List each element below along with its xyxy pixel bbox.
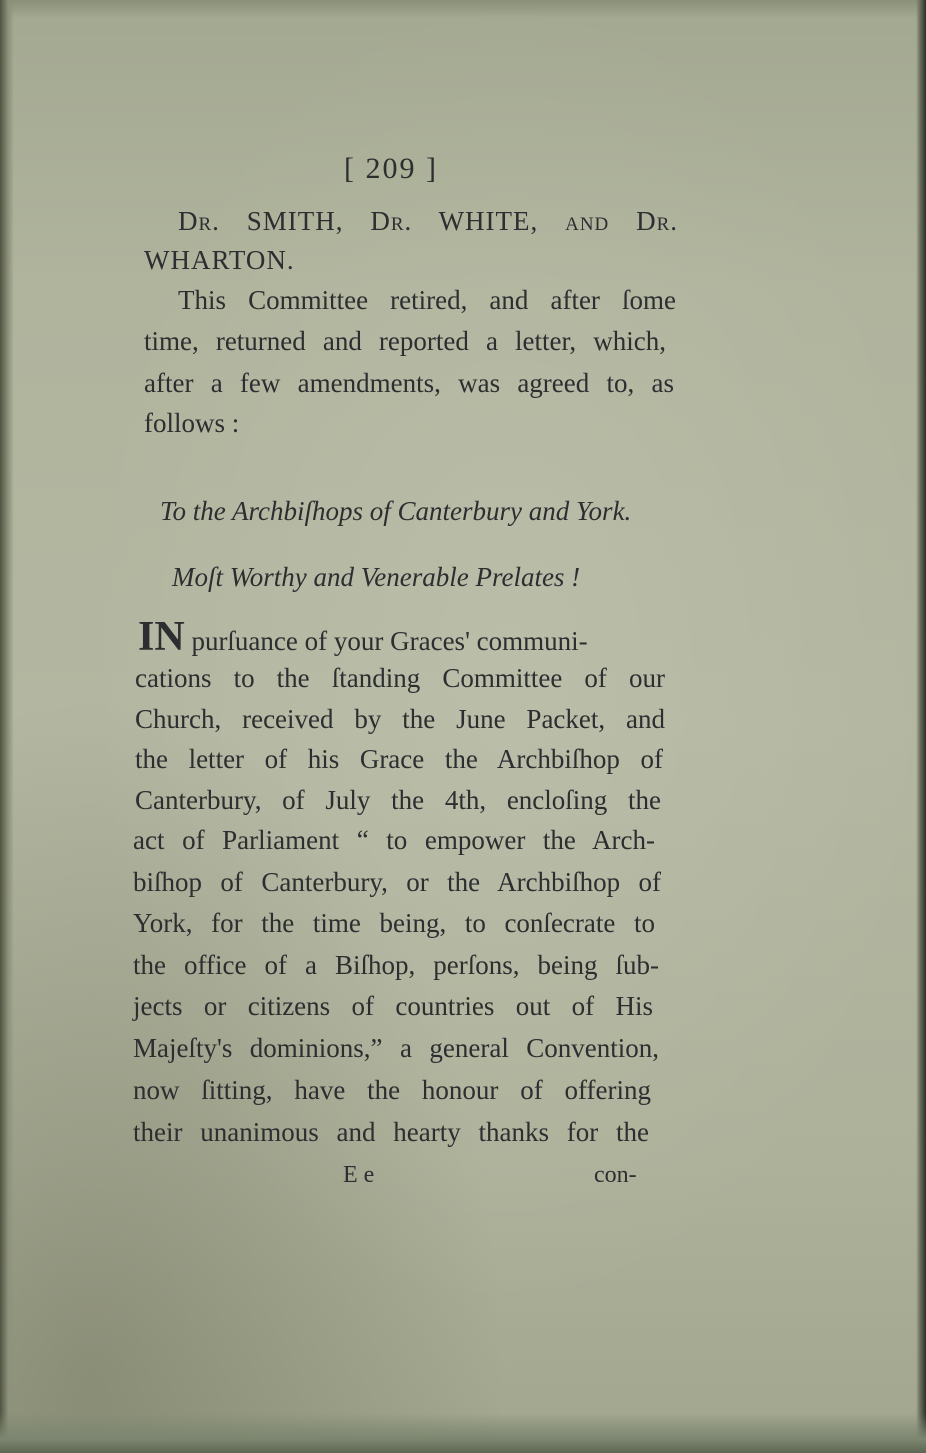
- page-edge-top: [0, 0, 926, 18]
- letter-salutation: Moſt Worthy and Venerable Prelates !: [172, 562, 581, 592]
- body-line-13: their unanimous and hearty thanks for the: [133, 1117, 649, 1147]
- page-edge-left: [0, 0, 14, 1453]
- page-number-header: [ 209 ]: [344, 152, 438, 185]
- body-line-1-text: purſuance of your Graces' communi-: [191, 626, 588, 656]
- body-line-8: York, for the time being, to conſecrate to: [133, 908, 655, 938]
- catchword: con-: [594, 1162, 637, 1188]
- names-line-1: Dr. SMITH, Dr. WHITE, and Dr.: [178, 206, 678, 236]
- drop-cap: IN: [138, 614, 185, 660]
- body-line-12: now ſitting, have the honour of offering: [133, 1075, 651, 1105]
- paragraph-1-line-3: after a few amendments, was agreed to, as: [144, 368, 674, 398]
- letter-address: To the Archbiſhops of Canterbury and York.: [160, 496, 632, 526]
- page-edge-right: [916, 0, 926, 1453]
- body-line-1: [138, 614, 666, 660]
- body-line-5: Canterbury, of July the 4th, encloſing the: [135, 785, 661, 815]
- body-line-3: Church, received by the June Packet, and: [135, 704, 665, 734]
- paragraph-1-line-1: This Committee retired, and after ſome: [178, 285, 676, 315]
- body-line-11: Majeſty's dominions,” a general Convention,: [133, 1033, 659, 1063]
- body-line-10: jects or citizens of countries out of His: [133, 991, 653, 1021]
- body-line-6: act of Parliament “ to empower the Arch-: [133, 825, 655, 855]
- paragraph-1-line-4: follows :: [144, 408, 240, 438]
- signature-mark: E e: [343, 1162, 375, 1188]
- body-line-9: the office of a Biſhop, perſons, being ſub-: [133, 950, 659, 980]
- page-edge-bottom: [0, 1413, 926, 1453]
- names-line-2: WHARTON.: [144, 245, 295, 275]
- body-line-4: the letter of his Grace the Archbiſhop of: [135, 744, 663, 774]
- paragraph-1-line-2: time, returned and reported a letter, which,: [144, 326, 666, 356]
- body-line-2: cations to the ſtanding Committee of our: [135, 663, 665, 693]
- body-line-7: biſhop of Canterbury, or the Archbiſhop of: [133, 867, 661, 897]
